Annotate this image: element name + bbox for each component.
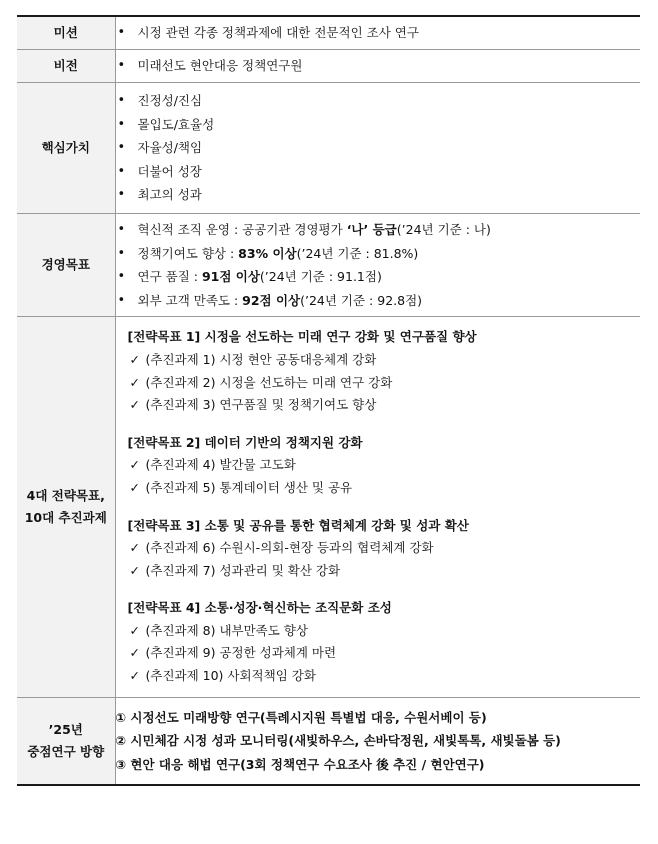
core-values-content — [115, 83, 640, 214]
strategic-goal-title: [전략목표 1] 시정을 선도하는 미래 연구 강화 및 연구품질 향상 — [127, 329, 477, 345]
focus-research-item: ③ 현안 대응 해법 연구(3회 정책연구 수요조사 後 추진 / 현안연구) — [115, 756, 485, 772]
task-item: ✓ (추진과제 1) 시정 현안 공동대응체계 강화 — [128, 349, 641, 372]
vision-label: 비전 — [17, 50, 115, 83]
mission-content — [115, 16, 640, 50]
mission-row — [17, 16, 640, 50]
strategic-goal-title: [전략목표 3] 소통 및 공유를 통한 협력체계 강화 및 성과 확산 — [127, 517, 469, 533]
check-icon: ✓ — [129, 540, 140, 556]
management-goals-label: 경영목표 — [17, 213, 115, 316]
strategy-content — [115, 317, 640, 697]
vision-content — [115, 50, 640, 83]
check-icon: ✓ — [129, 397, 140, 413]
check-icon: ✓ — [129, 457, 140, 473]
check-icon: ✓ — [129, 374, 140, 390]
management-goal-item: • 혁신적 조직 운영 : 공공기관 경영평가 ‘나’ 등급(’24년 기준 : 나) — [116, 218, 641, 242]
core-values-row — [17, 83, 640, 214]
focus-research-item: ② 시민체감 시정 성과 모니터링(새빛하우스, 손바닥정원, 새빛톡톡, 새빛돌봄 등) — [115, 733, 561, 749]
check-icon: ✓ — [129, 479, 140, 495]
check-icon: ✓ — [129, 562, 140, 578]
check-icon: ✓ — [129, 668, 140, 684]
focus-research-content — [115, 697, 640, 785]
management-goal-item: • 정책기여도 향상 : 83% 이상(’24년 기준 : 81.8%) — [116, 242, 641, 266]
check-icon: ✓ — [129, 645, 140, 661]
task-item: ✓ (추진과제 3) 연구품질 및 정책기여도 향상 — [128, 394, 641, 417]
core-value-item: • 자율성/책임 — [116, 136, 641, 160]
task-item: ✓ (추진과제 8) 내부만족도 향상 — [128, 620, 641, 643]
mission-item: • 시정 관련 각종 정책과제에 대한 전문적인 조사 연구 — [116, 21, 641, 45]
focus-research-item: ① 시정선도 미래방향 연구(특례시지원 특별법 대응, 수원서베이 등) — [115, 709, 487, 725]
focus-research-row — [17, 697, 640, 785]
task-item: ✓ (추진과제 4) 발간물 고도화 — [128, 454, 641, 477]
core-value-item: • 진정성/진심 — [116, 89, 641, 113]
focus-research-label: ’25년 중점연구 방향 — [17, 697, 115, 785]
vision-table — [17, 15, 640, 786]
strategic-goal-title: [전략목표 4] 소통·성장·혁신하는 조직문화 조성 — [127, 600, 392, 616]
management-goals-content — [115, 213, 640, 316]
task-item: ✓ (추진과제 10) 사회적책임 강화 — [128, 665, 641, 688]
core-value-item: • 더불어 성장 — [116, 160, 641, 184]
core-value-item: • 몰입도/효율성 — [116, 113, 641, 137]
strategy-label: 4대 전략목표, 10대 추진과제 — [17, 317, 115, 697]
management-goals-row — [17, 213, 640, 316]
task-item: ✓ (추진과제 6) 수원시-의회-현장 등과의 협력체계 강화 — [128, 537, 641, 560]
management-goal-item: • 외부 고객 만족도 : 92점 이상(’24년 기준 : 92.8점) — [116, 289, 641, 313]
management-goal-item: • 연구 품질 : 91점 이상(’24년 기준 : 91.1점) — [116, 265, 641, 289]
vision-row — [17, 50, 640, 83]
vision-item: • 미래선도 현안대응 정책연구원 — [116, 54, 641, 78]
task-item: ✓ (추진과제 9) 공정한 성과체계 마련 — [128, 642, 641, 665]
mission-label: 미션 — [17, 16, 115, 50]
check-icon: ✓ — [129, 351, 140, 367]
strategic-goal-title: [전략목표 2] 데이터 기반의 정책지원 강화 — [127, 434, 363, 450]
task-item: ✓ (추진과제 5) 통계데이터 생산 및 공유 — [128, 477, 641, 500]
task-item: ✓ (추진과제 7) 성과관리 및 확산 강화 — [128, 560, 641, 583]
task-item: ✓ (추진과제 2) 시정을 선도하는 미래 연구 강화 — [128, 372, 641, 395]
check-icon: ✓ — [129, 622, 140, 638]
strategy-row — [17, 317, 640, 697]
core-value-item: • 최고의 성과 — [116, 183, 641, 207]
core-values-label: 핵심가치 — [17, 83, 115, 214]
